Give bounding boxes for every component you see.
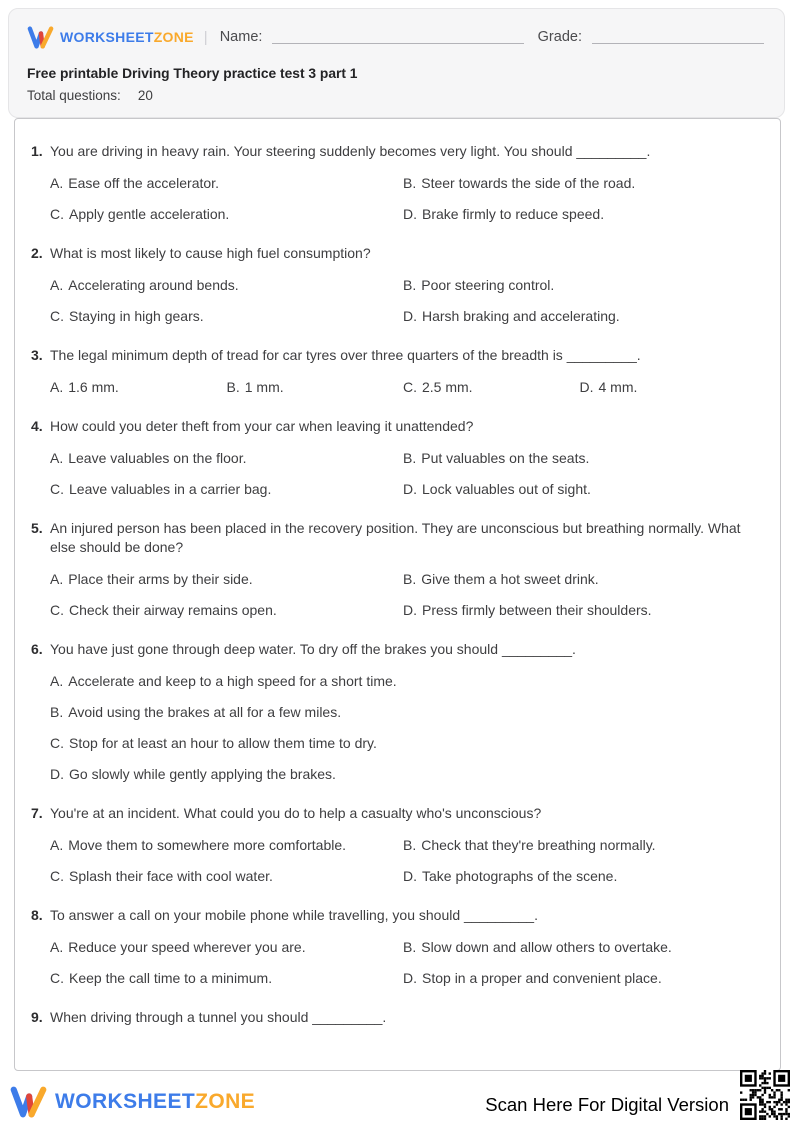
- option-text: Brake firmly to reduce speed.: [422, 206, 605, 222]
- option-a: [50, 174, 403, 193]
- option-text: 1.6 mm.: [68, 379, 119, 395]
- question-8: [31, 906, 756, 988]
- qr-code: [740, 1070, 790, 1120]
- option-d: [403, 205, 756, 224]
- option-c: [50, 480, 403, 499]
- option-b: [403, 570, 756, 589]
- option-d: [50, 765, 756, 784]
- question-4: [31, 417, 756, 499]
- option-letter: C.: [50, 602, 64, 618]
- brand-worksheet: WORKSHEET: [55, 1090, 196, 1113]
- option-c: [50, 969, 403, 988]
- option-a: [50, 378, 227, 397]
- option-b: [403, 938, 756, 957]
- question-number: 5.: [31, 520, 43, 536]
- grade-blank-line: [592, 31, 764, 44]
- option-letter: D.: [579, 379, 594, 395]
- options-list: [50, 276, 756, 326]
- option-text: Give them a hot sweet drink.: [421, 571, 599, 587]
- option-letter: A.: [50, 175, 64, 191]
- question-text: You have just gone through deep water. To dry off the brakes you should _________.: [50, 641, 576, 657]
- option-letter: C.: [403, 379, 417, 395]
- option-text: Put valuables on the seats.: [421, 450, 590, 466]
- option-d: [580, 378, 757, 397]
- footer: [10, 1082, 785, 1122]
- question-text: When driving through a tunnel you should _________.: [50, 1009, 387, 1025]
- option-letter: B.: [50, 704, 64, 720]
- option-letter: C.: [50, 481, 64, 497]
- option-b: [403, 174, 756, 193]
- option-letter: A.: [50, 379, 64, 395]
- option-letter: D.: [403, 602, 417, 618]
- option-text: Staying in high gears.: [69, 308, 204, 324]
- question-number: 1.: [31, 143, 43, 159]
- option-letter: A.: [50, 277, 64, 293]
- options-list: [50, 672, 756, 784]
- option-letter: C.: [50, 970, 64, 986]
- option-text: Place their arms by their side.: [68, 571, 253, 587]
- name-label: Name:: [219, 29, 263, 45]
- question-text: An injured person has been placed in the recovery position. They are unconscious but breathing normally. What else should be done?: [50, 520, 741, 555]
- header-divider: |: [203, 28, 208, 46]
- options-list: [50, 174, 756, 224]
- option-c: [50, 734, 756, 753]
- question-number: 6.: [31, 641, 43, 657]
- question-5: [31, 519, 756, 620]
- option-letter: A.: [50, 837, 64, 853]
- option-b: [403, 449, 756, 468]
- option-letter: B.: [403, 277, 417, 293]
- option-a: [50, 672, 756, 691]
- option-d: [403, 480, 756, 499]
- option-text: Ease off the accelerator.: [68, 175, 219, 191]
- brand-wordmark: [55, 1090, 255, 1114]
- option-text: Press firmly between their shoulders.: [422, 602, 652, 618]
- option-c: [50, 867, 403, 886]
- option-text: Take photographs of the scene.: [422, 868, 618, 884]
- question-number: 4.: [31, 418, 43, 434]
- worksheetzone-logo-icon: [27, 26, 54, 49]
- option-letter: C.: [50, 206, 64, 222]
- option-text: Accelerate and keep to a high speed for a short time.: [68, 673, 397, 689]
- brand-zone: ZONE: [153, 29, 194, 45]
- question-text: What is most likely to cause high fuel consumption?: [50, 245, 371, 261]
- option-a: [50, 836, 403, 855]
- option-letter: A.: [50, 673, 64, 689]
- worksheetzone-logo-icon: [10, 1086, 47, 1118]
- question-text: You're at an incident. What could you do to help a casualty who's unconscious?: [50, 805, 542, 821]
- option-text: Stop for at least an hour to allow them time to dry.: [69, 735, 377, 751]
- option-d: [403, 601, 756, 620]
- option-text: Avoid using the brakes at all for a few miles.: [68, 704, 342, 720]
- option-letter: D.: [403, 308, 417, 324]
- option-text: Slow down and allow others to overtake.: [421, 939, 672, 955]
- name-blank-line: [272, 31, 523, 44]
- option-a: [50, 276, 403, 295]
- option-text: Move them to somewhere more comfortable.: [68, 837, 347, 853]
- total-questions-row: [27, 88, 764, 103]
- question-text: You are driving in heavy rain. Your steering suddenly becomes very light. You should _________.: [50, 143, 651, 159]
- option-letter: B.: [226, 379, 240, 395]
- option-text: Apply gentle acceleration.: [69, 206, 230, 222]
- grade-label: Grade:: [537, 29, 582, 45]
- option-c: [50, 601, 403, 620]
- options-list: [50, 938, 756, 988]
- total-questions-label: Total questions:: [27, 88, 121, 103]
- option-letter: D.: [403, 970, 417, 986]
- option-letter: B.: [403, 175, 417, 191]
- question-7: [31, 804, 756, 886]
- option-c: [50, 307, 403, 326]
- brand-wordmark: [60, 29, 194, 45]
- option-letter: D.: [50, 766, 64, 782]
- option-text: 2.5 mm.: [422, 379, 473, 395]
- option-text: Keep the call time to a minimum.: [69, 970, 273, 986]
- option-text: Poor steering control.: [421, 277, 555, 293]
- options-list: [50, 378, 756, 397]
- option-text: Steer towards the side of the road.: [421, 175, 636, 191]
- option-a: [50, 938, 403, 957]
- option-letter: D.: [403, 868, 417, 884]
- option-b: [50, 703, 756, 722]
- question-number: 8.: [31, 907, 43, 923]
- question-1: [31, 142, 756, 224]
- question-number: 3.: [31, 347, 43, 363]
- question-text: To answer a call on your mobile phone while travelling, you should _________.: [50, 907, 538, 923]
- option-text: 4 mm.: [598, 379, 638, 395]
- option-letter: A.: [50, 450, 64, 466]
- brand-zone: ZONE: [195, 1090, 256, 1113]
- option-c: [403, 378, 580, 397]
- question-3: [31, 346, 756, 397]
- question-number: 7.: [31, 805, 43, 821]
- option-text: Go slowly while gently applying the brakes.: [69, 766, 336, 782]
- option-letter: B.: [403, 939, 417, 955]
- option-text: 1 mm.: [244, 379, 284, 395]
- option-d: [403, 969, 756, 988]
- option-c: [50, 205, 403, 224]
- option-letter: A.: [50, 939, 64, 955]
- option-letter: A.: [50, 571, 64, 587]
- option-text: Harsh braking and accelerating.: [422, 308, 620, 324]
- option-letter: B.: [403, 571, 417, 587]
- option-letter: C.: [50, 735, 64, 751]
- option-text: Stop in a proper and convenient place.: [422, 970, 662, 986]
- option-b: [403, 836, 756, 855]
- option-text: Check their airway remains open.: [69, 602, 277, 618]
- option-letter: C.: [50, 308, 64, 324]
- option-text: Leave valuables in a carrier bag.: [69, 481, 272, 497]
- question-6: [31, 640, 756, 784]
- option-letter: D.: [403, 481, 417, 497]
- option-text: Lock valuables out of sight.: [422, 481, 591, 497]
- question-9: [31, 1008, 756, 1027]
- total-questions-value: 20: [137, 88, 153, 103]
- question-2: [31, 244, 756, 326]
- options-list: [50, 836, 756, 886]
- option-text: Check that they're breathing normally.: [421, 837, 656, 853]
- footer-logo: [10, 1086, 255, 1118]
- worksheet-title: Free printable Driving Theory practice test 3 part 1: [27, 66, 358, 81]
- question-number: 2.: [31, 245, 43, 261]
- option-text: Splash their face with cool water.: [69, 868, 273, 884]
- option-letter: B.: [403, 837, 417, 853]
- option-d: [403, 867, 756, 886]
- option-letter: C.: [50, 868, 64, 884]
- option-text: Reduce your speed wherever you are.: [68, 939, 306, 955]
- questions-card: [14, 118, 781, 1071]
- option-b: [403, 276, 756, 295]
- option-d: [403, 307, 756, 326]
- option-a: [50, 449, 403, 468]
- option-text: Leave valuables on the floor.: [68, 450, 247, 466]
- scan-here-label: Scan Here For Digital Version: [485, 1094, 729, 1115]
- question-text: The legal minimum depth of tread for car tyres over three quarters of the breadth is _________.: [50, 347, 641, 363]
- options-list: [50, 449, 756, 499]
- question-number: 9.: [31, 1009, 43, 1025]
- brand-worksheet: WORKSHEET: [60, 29, 154, 45]
- option-a: [50, 570, 403, 589]
- question-text: How could you deter theft from your car when leaving it unattended?: [50, 418, 474, 434]
- header-logo-row: [27, 24, 764, 50]
- header-card: [8, 8, 785, 118]
- option-text: Accelerating around bends.: [68, 277, 239, 293]
- option-b: [227, 378, 404, 397]
- option-letter: D.: [403, 206, 417, 222]
- options-list: [50, 570, 756, 620]
- option-letter: B.: [403, 450, 417, 466]
